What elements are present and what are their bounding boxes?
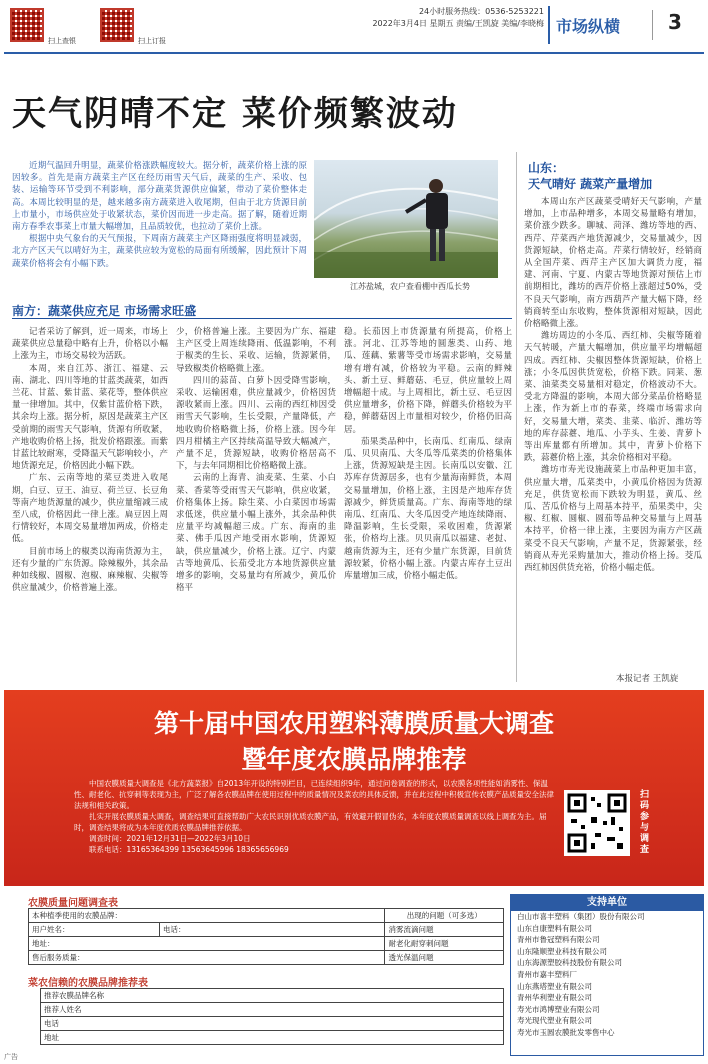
supporter-item: 青州市鲁冠塑料有限公司	[517, 935, 600, 945]
shandong-p2: 潍坊周边的小冬瓜、西红柿、尖椒等随着天气转暖，产量大幅增加，供应量平均增幅超四成。西红柿、尖椒因整体货源短缺，价格上涨；小冬瓜因供货宽松，价格下跌。同莱、葱菜、油菜类交易量相对稳定，价格波动不大。受北方降温的影响，本周大部分菜品价格略显上涨，作为新上市的春菜，终端市场需求向好，交易量大增，菜类、韭菜、临沂、潍坊等地的库存蒜薹、地瓜、小芋头、生姜、青萝卜等出库量都有所增加。其中，青萝卜价格下跌，蒜薹价格上涨，其余价格相对平稳。	[524, 331, 702, 464]
lead-paragraph-2: 根据中央气象台的天气预报，下周南方蔬菜主产区降雨强度将明显减弱，北方产区天气以晴好为主，蔬菜供应较为宽松的局面有所缓解，因此预计下周蔬菜价格将会有小幅下跌。	[12, 234, 307, 269]
supporter-item: 青州华利塑业有限公司	[517, 993, 592, 1003]
survey-phone-field[interactable]: 电话：	[160, 923, 385, 937]
supporter-item: 山东燕塔塑业有限公司	[517, 981, 592, 991]
south-col3-p2: 茄果类品种中，长南瓜、红南瓜、绿南瓜、贝贝南瓜、大冬瓜等瓜菜类的价格集体上涨，货源短缺是主因。长南瓜以安徽、江苏库存货源居多，也有少量海南鲜货，本周交易量增加，价格上涨，主因是产地库存货源减少，鲜货质量高。广东、海南等地的绿南瓜、红南瓜、大冬瓜因受产地连续降雨、降温影响，生长受限，采收困难，货源紧张，价格均上涨。贝贝南瓜以福建、老挝、越南货源为主，还有少量广东货源，目前货源较紧，价格小幅上涨。内蒙古库存土豆出库量增加三成，价格小幅走低。	[344, 436, 512, 582]
headline: 天气阴晴不定 菜价频繁波动	[12, 94, 458, 134]
south-col2-p2: 四川的蒜苗、白萝卜因受降雪影响，采收、运输困难，供应量减少，价格因货源收紧而上涨。四川、云南的西红柿因受雨雪天气影响，生长受限，产量降低，产地收购价格略微上扬，价格上涨。因今年四月柑橘主产区持续高温导致大幅减产，产量不足，货源短缺，收购价格居高不下，与去年同期相比价格略微上涨。	[176, 375, 336, 472]
greenhouse-photo	[314, 160, 498, 278]
photo-caption: 江苏盐城，农户查看棚中西瓜长势	[350, 282, 470, 291]
survey-advert	[4, 690, 704, 886]
advert-mark: 广告	[4, 1053, 18, 1061]
south-col2-p1: 少，价格普遍上涨。主要因为广东、福建主产区受上周连续降雨、低温影响，不利于椒类的生长、采收、运输，货源紧俏，导致椒类价格略微上涨。	[176, 327, 336, 374]
survey-option-light[interactable]: 透光保温问题	[385, 951, 504, 965]
survey-brand-field[interactable]: 本种植季使用的农膜品牌：	[29, 909, 385, 923]
qr-pattern-icon	[567, 793, 627, 853]
section-name: 市场纵横	[556, 17, 621, 36]
qr-code-2-label: 扫上订报	[138, 37, 166, 45]
recommend-phone-field[interactable]: 电话	[41, 1017, 504, 1031]
supporter-item: 山东自康塑料有限公司	[517, 923, 592, 933]
south-rule	[12, 318, 512, 319]
shandong-p3: 潍坊市寿光设施蔬菜上市品种更加丰富，供应量大增，瓜菜类中，小黄瓜价格因为货源充足，供货宽松而下跌较为明显，黄瓜、丝瓜、苦瓜价格与上周基本持平，茄果类中，尖椒、红椒、圆椒、圆茄等品种交易量与上周基本持平，价格一律上涨，主要因为南方产区蔬菜受不良天气影响，产量不足，货源紧张，经销商从寿光采购量加大，推动价格上扬。茭瓜西红柿因供货充裕，价格小幅走低。	[524, 465, 702, 574]
advert-title-2: 暨年度农膜品牌推荐	[241, 745, 467, 774]
supporters-title: 支持单位	[511, 895, 703, 911]
survey-option-durability[interactable]: 耐老化耐穿刺问题	[385, 937, 504, 951]
column-divider	[516, 152, 517, 682]
qr-code-1	[10, 8, 44, 42]
survey-form-table	[28, 908, 504, 965]
supporter-item: 山东隆顺塑业科技有限公司	[517, 946, 607, 956]
recommend-form-title: 菜农信赖的农膜品牌推荐表	[28, 978, 148, 989]
supporters-box	[510, 894, 704, 1056]
shandong-text	[524, 196, 702, 672]
hotline: 24小时服务热线：0536-5253221	[418, 7, 544, 16]
south-col1-p1: 记者采访了解到，近一周来，市场上蔬菜供应总量稳中略有上升，价格以小幅上涨为主，市场交易较为活跃。	[12, 327, 168, 362]
south-col3-p1: 稳。长茄因上市货源量有所提高，价格上涨。河北、江苏等地的圆葱类、山药、地瓜、莲藕、紫薯等受市场需求影响，交易量增有增有减，价格较为平稳。云南的鲜辣头、新土豆、鲜蘑菇、毛豆，供应量较上周增幅超十成。与上周相比，新土豆、毛豆因供应量增多，价格下降，鲜蘑头价格较为平稳，鲜蘑菇因上市量相对较少，价格仍旧高居。	[344, 327, 512, 435]
advert-qr-label: 扫码参与调查	[640, 790, 650, 855]
qr-code-1-label: 扫上查银	[48, 37, 76, 45]
lead-paragraphs	[12, 160, 307, 270]
supporter-item: 寿光市玉圆农膜批发零售中心	[517, 1027, 615, 1037]
header-divider-2	[652, 10, 653, 40]
survey-service-field[interactable]: 售后服务质量：	[29, 951, 385, 965]
south-subtitle: 南方：蔬菜供应充足 市场需求旺盛	[12, 304, 197, 318]
page-number: 3	[668, 10, 682, 34]
south-col1-p2: 本周，来自江苏、浙江、福建、云南、湖北、四川等地的甘蓝类蔬菜，如西兰花、甘蓝、紫甘蓝、菜花等，整体供应量一律增加。其中，仅紫甘蓝价格下跌，其余均上涨。据分析，原因是蔬菜主产区受前期的雨雪天气影响，货源有所收紧，产地收购价格上扬，批发价格跟涨。而紫甘蓝比较耐寒，受降温天气影响较小，产地货源充足，价格因此小幅下跌。	[12, 363, 168, 472]
date-line: 2022年3月4日 星期五 责编/王凯旋 美编/李晓梅	[372, 19, 544, 28]
shandong-subtitle: 山东： 天气晴好 蔬菜产量增加	[528, 161, 653, 191]
header-divider	[548, 6, 550, 44]
south-column-3	[344, 326, 512, 686]
byline: 本报记者 王凯旋	[616, 674, 679, 684]
recommend-brand-field[interactable]: 推荐农膜品牌名称	[41, 989, 504, 1003]
header-rule	[4, 52, 704, 54]
lead-paragraph-1: 近期气温回升明显，蔬菜价格涨跌幅度较大。据分析，蔬菜价格上涨的原因较多。首先是南方蔬菜主产区在经历雨雪天气后，蔬菜的生产、采收、包装、运输等环节受到不利影响，部分蔬菜货源供应偏紧，带动了菜价整体走高。本周比较明显的是，越来越多南方蔬菜进入收尾期，但由于北方货源目前上市量小，市场供应处于收紧状态，菜价因而进一步走高。据了解，随着近期南方春季农事菜上市量大幅增加，且品质较优，也拉动了菜价上涨。	[12, 161, 307, 233]
south-column-2	[176, 326, 336, 686]
advert-period: 调查时间：2021年12月31日—2022年3月10日	[89, 834, 251, 843]
survey-name-field[interactable]: 用户姓名：	[29, 923, 160, 937]
survey-option-fog[interactable]: 消雾流滴问题	[385, 923, 504, 937]
south-col2-p3: 云南的上海青、油麦菜、生菜、小白菜、香菜等受雨雪天气影响，供应收紧，价格集体上扬。除生菜、小白菜因市场需求低迷，供应量小幅上涨外，其余品种供应量平均减幅超三成。广东、海南的韭菜、佛手瓜因产地受雨水影响，货源短缺，供应量减少，价格上涨。辽宁、内蒙古等地黄瓜、长茄受北方本地货源供应量增多的影响，交易量均有所减少，黄瓜价格平	[176, 473, 336, 594]
supporter-item: 山东海源塑胶科技股份有限公司	[517, 958, 622, 968]
supporter-item: 白山市喜丰塑料（集团）股份有限公司	[517, 912, 645, 921]
supporter-item: 寿光现代塑业有限公司	[517, 1016, 592, 1026]
advert-phones: 联系电话：13165364399 13563645996 18365656969	[89, 845, 289, 854]
supporter-item: 寿光市鸿博塑业有限公司	[517, 1004, 600, 1014]
advert-title-1: 第十届中国农用塑料薄膜质量大调查	[153, 709, 554, 738]
survey-address-field[interactable]: 地址：	[29, 937, 385, 951]
advert-body	[74, 778, 554, 874]
recommend-person-field[interactable]: 推荐人姓名	[41, 1003, 504, 1017]
header-info	[300, 6, 544, 30]
south-col1-p3: 广东、云南等地的菜豆类进入收尾期，白豆、豆王、油豆、荷兰豆、长豆角等南产地货源量的减少，供应量缩减三成至八成，价格因此一律上涨。扁豆因上周行情较好，本周交易量增加两成，价格走低。	[12, 473, 168, 545]
south-col1-p4: 目前市场上的椒类以海南货源为主，还有少量的广东货源。除辣椒外，其余品种如线椒、圆椒、泡椒、麻辣椒、尖椒等供应量减少，价格普遍上涨。	[12, 546, 168, 594]
supporter-item: 青州市嘉丰塑料厂	[517, 969, 577, 979]
advert-body-p1: 中国农膜质量大调查是《北方蔬菜报》自2013年开设的特别栏目，已连续组织9年，通过问卷调查的形式，以农膜各项性能如消雾性、保温性、耐老化、抗穿刺等表现为主，广泛了解各农膜品牌在使用过程中的质量情况及菜农的具体反馈，并在此过程中积极宣传农膜产品质量安全法律法规和相关政策。	[74, 779, 554, 810]
shandong-p1: 本周山东产区蔬菜受晴好天气影响，产量增加，上市品种增多，本周交易量略有增加，菜价涨少跌多。聊城、菏泽、潍坊等地的西、西芹、芹菜西产地货源减少，交易量减少，因货源短缺，价格走高。芹菜行情较好，经销商从全国芹菜、西芹主产区加大调货力度，福建、河南、宁夏、内蒙古等地货源对预估上市前期相比，潍坊的西芹价格上涨超过50%，受不良天气影响，南方西葫芦产量大幅下降，经销商转至山东收购，整体货源相对短缺，因此价格略微上涨。	[524, 197, 702, 330]
south-column-1	[12, 326, 168, 686]
recommend-address-field[interactable]: 地址	[41, 1031, 504, 1045]
greenhouse-illustration	[314, 160, 498, 278]
recommend-form-table	[40, 988, 504, 1045]
survey-problems-header: 出现的问题（可多选）	[385, 909, 504, 923]
advert-body-p2: 扎实开展农膜质量大调查，调查结果可直接帮助广大农民识别优质农膜产品，有效避开假冒伪劣，本年度农膜质量调查以线上调查为主。届时，调查结果将成为本年度优质农膜品牌推荐依据。	[74, 812, 547, 832]
qr-code-2	[100, 8, 134, 42]
survey-form-title: 农膜质量问题调查表	[28, 898, 118, 909]
advert-qr-code[interactable]	[564, 790, 630, 856]
